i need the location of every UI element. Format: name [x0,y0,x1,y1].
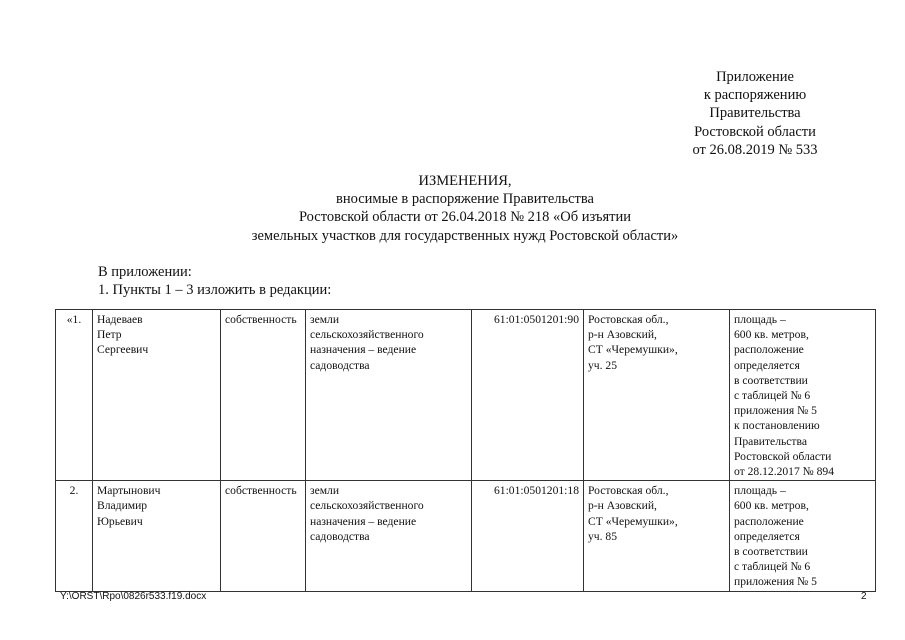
intro-line: В приложении: [98,264,192,280]
land-category-line: сельскохозяйственного [310,499,424,513]
land-category-line: сельскохозяйственного [310,328,424,342]
address-line: СТ «Черемушки», [588,514,678,528]
area-line: площадь – [734,313,786,326]
area-line: к постановлению [734,419,820,433]
owner-name-cell [93,481,221,591]
area-line: приложения № 5 [734,575,817,589]
area-line: от 28.12.2017 № 894 [734,465,835,479]
file-path-footer: Y:\ORST\Rpo\0826r533.f19.docx [60,591,207,602]
area-description-cell [730,310,876,481]
right-type-cell: собственность [221,481,306,591]
area-line: расположение [734,343,804,357]
land-category-line: назначения – ведение [310,343,417,357]
area-line: определяется [734,529,800,543]
owner-name-cell [93,310,221,481]
address-line: уч. 25 [588,358,618,372]
area-line: 600 кв. метров, [734,499,809,513]
area-line: 600 кв. метров, [734,328,809,342]
appendix-header [640,68,870,159]
address-line: Ростовская обл., [588,313,669,326]
table-row [56,310,876,481]
table-row [56,481,876,591]
land-category-line: назначения – ведение [310,514,417,528]
owner-name-line: Надеваев [97,313,143,326]
land-category-line: земли [310,313,340,326]
row-number: 2. [56,481,93,591]
intro-line: 1. Пункты 1 – 3 изложить в редакции: [98,282,332,299]
owner-name-line: Петр [97,328,122,342]
appendix-line: Ростовской области [694,123,816,140]
right-type-cell: собственность [221,310,306,481]
area-line: расположение [734,514,804,528]
document-title [160,172,770,245]
title-line: земельных участков для государственных нужд Ростовской области» [251,227,679,244]
land-plots-table [55,309,876,592]
row-number: «1. [56,310,93,481]
area-line: в соответствии [734,545,808,559]
cadastral-number-cell: 61:01:0501201:18 [472,481,584,591]
area-line: площадь – [734,484,786,498]
address-cell [584,310,730,481]
owner-name-line: Юрьевич [97,514,143,528]
appendix-line: к распоряжению [703,87,807,104]
intro-text [98,263,331,299]
land-category-cell [306,481,472,591]
title-line: ИЗМЕНЕНИЯ, [418,173,512,189]
owner-name-line: Сергеевич [97,343,149,357]
land-category-cell [306,310,472,481]
owner-name-line: Владимир [97,499,148,513]
address-line: уч. 85 [588,529,618,543]
address-line: Ростовская обл., [588,484,669,498]
area-line: определяется [734,358,800,372]
appendix-line: от 26.08.2019 № 533 [692,141,818,158]
address-line: СТ «Черемушки», [588,343,678,357]
area-line: Правительства [734,434,807,448]
land-category-line: земли [310,484,340,498]
address-cell [584,481,730,591]
area-line: Ростовской области [734,449,832,463]
appendix-line: Приложение [716,69,794,85]
title-line: Ростовской области от 26.04.2018 № 218 «Об изъятии [298,209,632,226]
area-line: с таблицей № 6 [734,389,811,403]
page-number: 2 [861,591,867,602]
title-line: вносимые в распоряжение Правительства [335,191,594,208]
land-category-line: садоводства [310,358,370,372]
area-line: приложения № 5 [734,404,817,418]
owner-name-line: Мартынович [97,484,161,498]
address-line: р-н Азовский, [588,328,657,342]
area-line: в соответствии [734,373,808,387]
land-category-line: садоводства [310,529,370,543]
cadastral-number-cell: 61:01:0501201:90 [472,310,584,481]
appendix-line: Правительства [709,105,801,122]
area-line: с таблицей № 6 [734,560,811,574]
address-line: р-н Азовский, [588,499,657,513]
area-description-cell [730,481,876,591]
